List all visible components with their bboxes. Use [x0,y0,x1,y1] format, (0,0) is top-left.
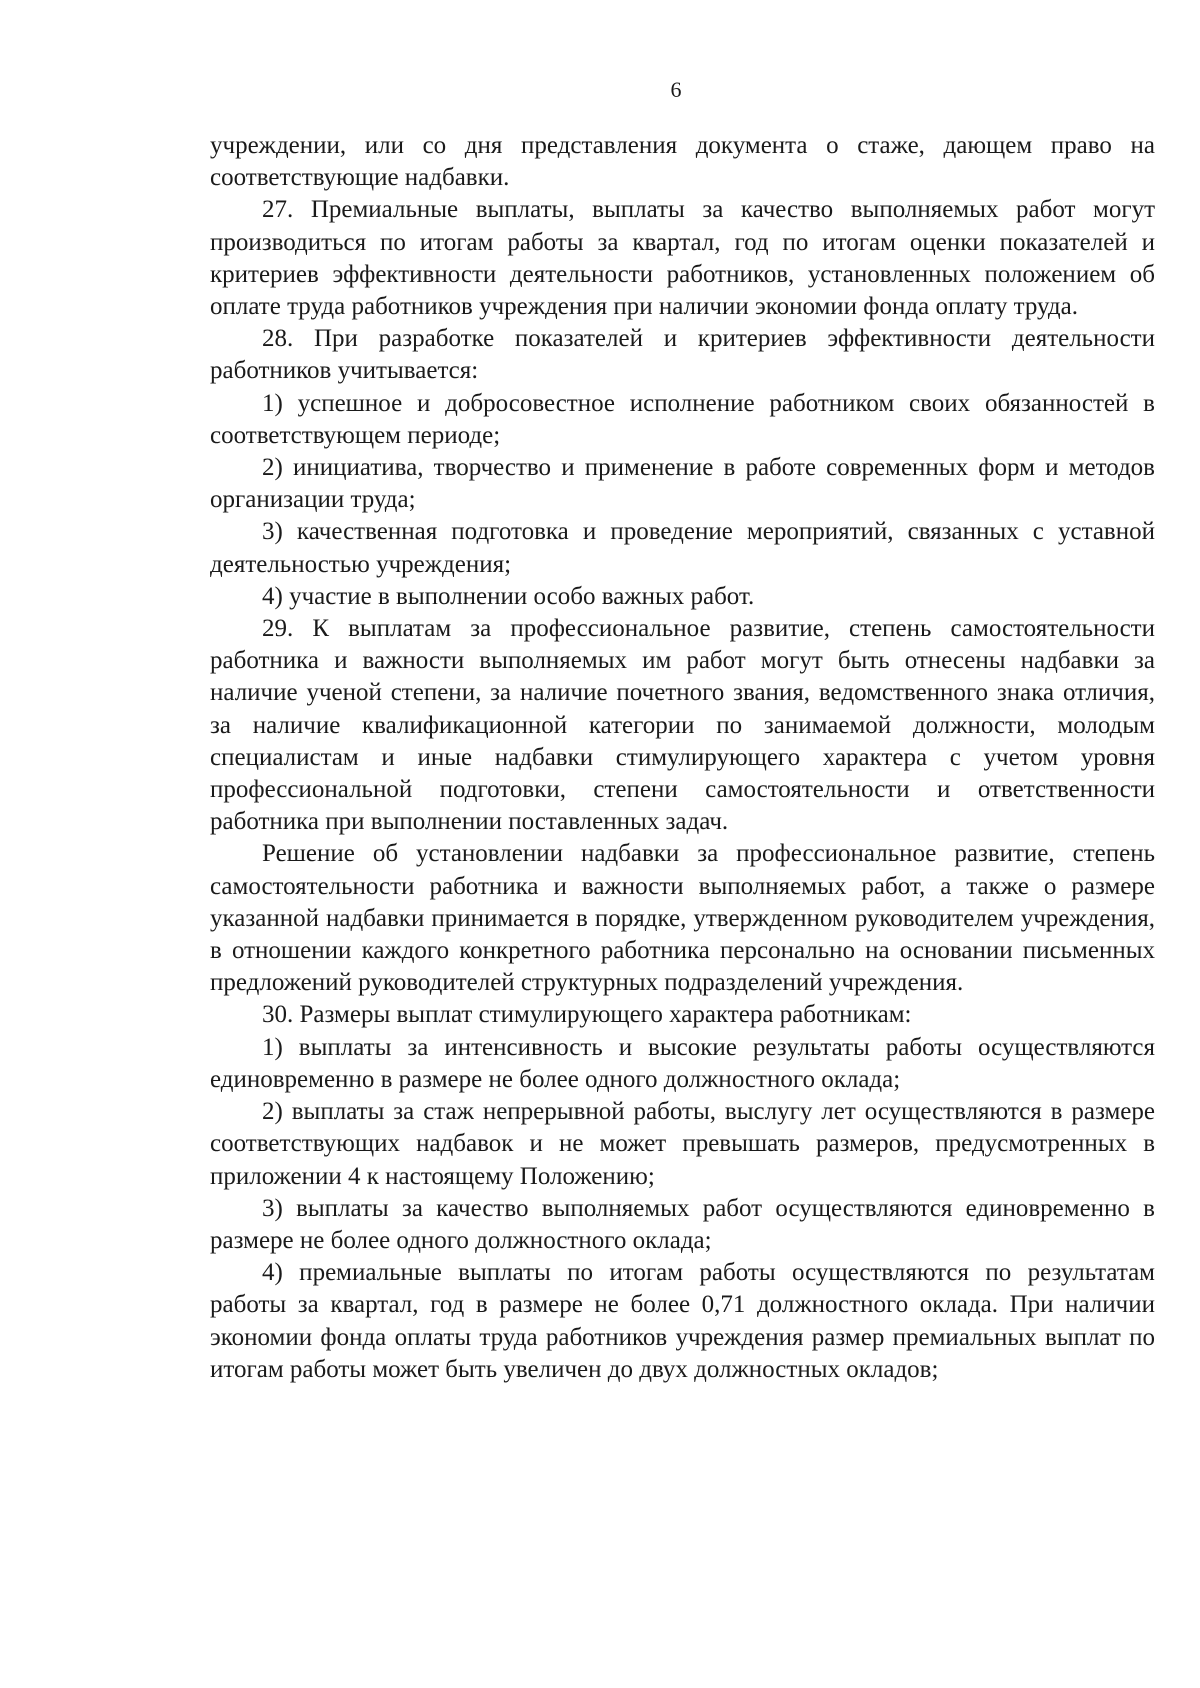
list-item: 3) качественная подготовка и проведение мероприятий, связанных с уставной деятельностью учреждения; [210,518,1155,578]
paragraph: 27. Премиальные выплаты, выплаты за качество выполняемых работ могут производиться по итогам работы за квартал, год по итогам оценки показателей и критериев эффективности деятельности работников, установленных положением об оплате труда работников учреждения при наличии экономии фонда оплату труда. [210,196,1155,321]
list-item: 1) успешное и добросовестное исполнение работником своих обязанностей в соответствующем периоде; [210,389,1155,449]
list-item: 3) выплаты за качество выполняемых работ осуществляются единовременно в размере не более одного должностного оклада; [210,1194,1155,1254]
list-item: 4) премиальные выплаты по итогам работы осуществляются по результатам работы за квартал, год в размере не более 0,71 должностного оклада. При наличии экономии фонда оплаты труда работников учреждения размер премиальных выплат по итогам работы может быть увеличен до двух должностных окладов; [210,1259,1155,1383]
list-item: 4) участие в выполнении особо важных работ. [262,582,755,610]
paragraph: Решение об установлении надбавки за профессиональное развитие, степень самостоятельности работника и важности выполняемых работ, а также о размере указанной надбавки принимается в порядке, утвержденном руководителем учреждения, в отношении каждого конкретного работника персонально на основании письменных предложений руководителей структурных подразделений учреждения. [210,840,1155,997]
list-item: 2) инициатива, творчество и применение в работе современных форм и методов организации труда; [210,454,1155,514]
paragraph: 30. Размеры выплат стимулирующего характера работникам: [262,1001,912,1029]
paragraph: 28. При разработке показателей и критериев эффективности деятельности работников учитывается: [210,325,1155,385]
document-body [210,130,1155,1386]
list-item: 1) выплаты за интенсивность и высокие результаты работы осуществляются единовременно в размере не более одного должностного оклада; [210,1033,1155,1093]
paragraph: 29. К выплатам за профессиональное развитие, степень самостоятельности работника и важности выполняемых им работ могут быть отнесены надбавки за наличие ученой степени, за наличие почетного звания, ведомственного знака отличия, за наличие квалификационной категории по занимаемой должности, молодым специалистам и иные надбавки стимулирующего характера с учетом уровня профессиональной подготовки, степени самостоятельности и ответственности работника при выполнении поставленных задач. [210,615,1155,836]
page-number: 6 [670,77,682,102]
paragraph: учреждении, или со дня представления документа о стаже, дающем право на соответствующие надбавки. [210,132,1155,192]
list-item: 2) выплаты за стаж непрерывной работы, выслугу лет осуществляются в размере соответствующих надбавок и не может превышать размеров, предусмотренных в приложении 4 к настоящему Положению; [210,1098,1155,1190]
